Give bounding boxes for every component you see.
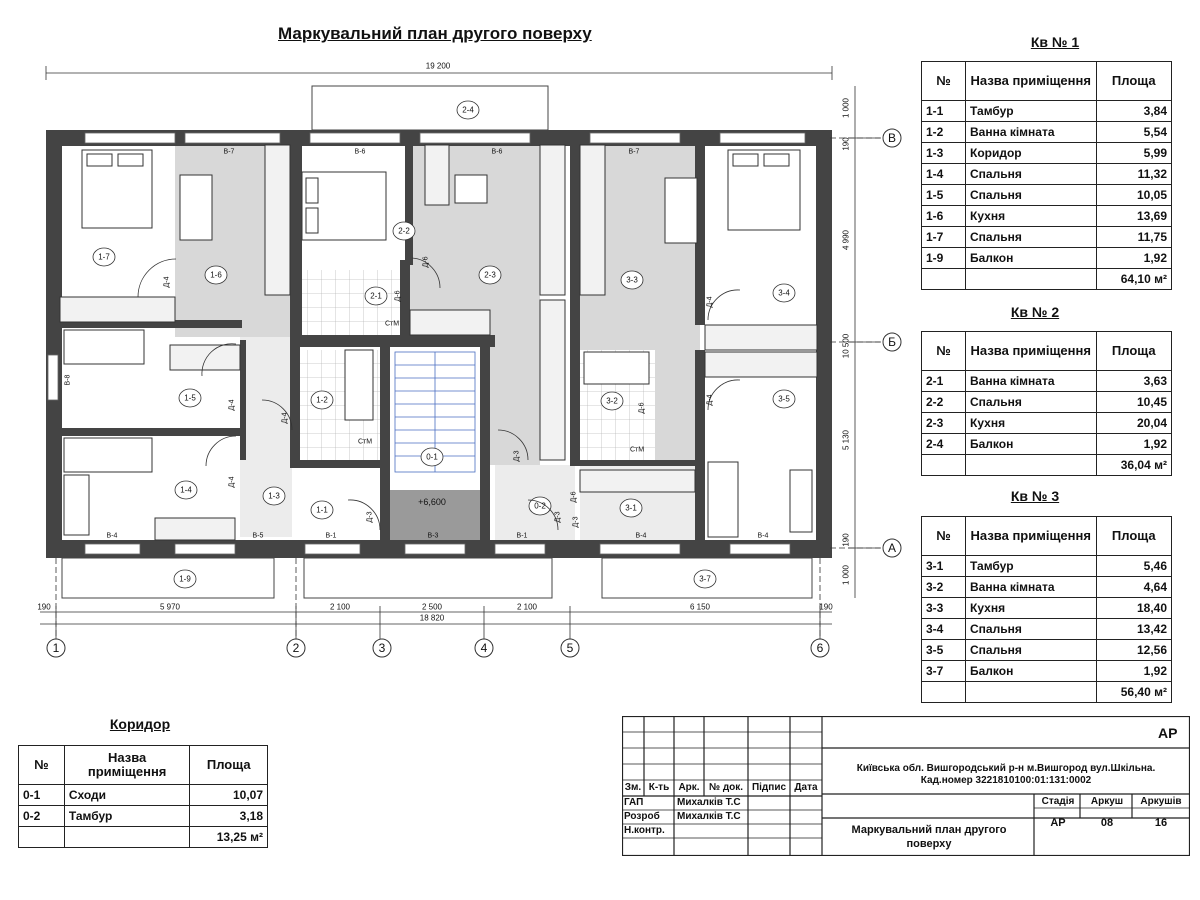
room-tag: 3-4 <box>778 288 790 298</box>
room-number: 2-1 <box>922 371 966 392</box>
table-row <box>922 640 1172 661</box>
room-name: Балкон <box>966 661 1097 682</box>
table-row <box>922 577 1172 598</box>
room-tag: 1-1 <box>316 505 328 515</box>
corridor-caption: Коридор <box>109 716 171 732</box>
door-tag: Д-6 <box>422 256 430 268</box>
table-row <box>922 101 1172 122</box>
stamp-role: ГАП <box>624 797 644 808</box>
room-number: 1-3 <box>922 143 966 164</box>
col-area-header: Площа <box>190 746 268 785</box>
total-area: 13,25 м² <box>190 827 268 848</box>
apt2-caption: Кв № 2 <box>1010 304 1060 320</box>
dimension-label: 2 100 <box>329 602 351 612</box>
stamp-column-header: Арк. <box>678 782 700 793</box>
room-number: 1-5 <box>922 185 966 206</box>
room-name: Балкон <box>966 434 1097 455</box>
room-tag: 2-1 <box>370 291 382 301</box>
apt3-table <box>921 516 1172 703</box>
room-name: Тамбур <box>966 556 1097 577</box>
total-row <box>19 827 268 848</box>
apt1-table <box>921 61 1172 290</box>
axis-label-column: 6 <box>816 641 824 655</box>
table-row <box>922 661 1172 682</box>
dimension-label: 1 000 <box>841 97 851 119</box>
door-tag: Д-4 <box>706 394 714 406</box>
room-area: 11,75 <box>1096 227 1171 248</box>
room-area: 13,42 <box>1096 619 1171 640</box>
room-name: Ванна кімната <box>966 122 1097 143</box>
stamp-person-name: Михалків Т.С <box>677 811 741 822</box>
table-row <box>922 164 1172 185</box>
total-row <box>922 455 1172 476</box>
room-area: 5,99 <box>1096 143 1171 164</box>
axis-label-column: 3 <box>378 641 386 655</box>
corridor-table <box>18 745 268 848</box>
room-number: 3-4 <box>922 619 966 640</box>
room-area: 13,69 <box>1096 206 1171 227</box>
dimension-label: 18 820 <box>419 613 445 623</box>
room-area: 5,54 <box>1096 122 1171 143</box>
dimension-label: 19 200 <box>425 61 451 71</box>
door-tag: Д-3 <box>366 511 374 523</box>
stamp-address-line2: Кад.номер 3221810100:01:131:0002 <box>920 775 1092 786</box>
room-tag: 2-3 <box>484 270 496 280</box>
room-tag: 0-2 <box>534 501 546 511</box>
room-number: 3-1 <box>922 556 966 577</box>
axis-label-row: В <box>887 131 897 145</box>
room-area: 18,40 <box>1096 598 1171 619</box>
room-area: 1,92 <box>1096 434 1171 455</box>
door-tag: Д-4 <box>228 399 236 411</box>
total-area: 64,10 м² <box>1096 269 1171 290</box>
window-tag: В-6 <box>354 148 366 156</box>
room-area: 3,63 <box>1096 371 1171 392</box>
drawing-title-line1: Маркувальний план другого <box>851 824 1007 836</box>
room-name: Спальня <box>966 619 1097 640</box>
stamp-person-name: Михалків Т.С <box>677 797 741 808</box>
window-tag: В-3 <box>427 532 439 540</box>
window-tag: В-4 <box>106 532 118 540</box>
table-row <box>922 248 1172 269</box>
col-name-header: Назва приміщення <box>966 517 1097 556</box>
table-row <box>19 785 268 806</box>
room-number: 2-3 <box>922 413 966 434</box>
room-number: 3-5 <box>922 640 966 661</box>
dimension-label: 190 <box>841 533 851 547</box>
drawing-title-line2: поверху <box>906 838 952 850</box>
room-area: 10,45 <box>1096 392 1171 413</box>
room-area: 1,92 <box>1096 661 1171 682</box>
room-area: 20,04 <box>1096 413 1171 434</box>
room-name: Кухня <box>966 206 1097 227</box>
room-tag: 1-5 <box>184 393 196 403</box>
window-tag: В-1 <box>516 532 528 540</box>
sheets-label: Аркушів <box>1140 796 1182 807</box>
room-number: 0-2 <box>19 806 65 827</box>
room-area: 10,07 <box>190 785 268 806</box>
door-tag: Д-4 <box>228 476 236 488</box>
room-tag: 1-4 <box>180 485 192 495</box>
axis-label-row: А <box>887 541 897 555</box>
apt2-table <box>921 331 1172 476</box>
room-tag: 3-2 <box>606 396 618 406</box>
door-tag: Д-6 <box>394 290 402 302</box>
col-num-header: № <box>922 332 966 371</box>
room-area: 4,64 <box>1096 577 1171 598</box>
col-area-header: Площа <box>1096 332 1171 371</box>
table-row <box>922 392 1172 413</box>
room-area: 5,46 <box>1096 556 1171 577</box>
room-tag: 3-1 <box>625 503 637 513</box>
table-row <box>922 371 1172 392</box>
room-name: Тамбур <box>966 101 1097 122</box>
dimension-label: 190 <box>841 137 851 151</box>
total-area: 36,04 м² <box>1096 455 1171 476</box>
table-row <box>922 185 1172 206</box>
room-tag: 1-9 <box>179 574 191 584</box>
dimension-label: 1 000 <box>841 564 851 586</box>
table-row <box>922 143 1172 164</box>
dimension-label: 190 <box>819 602 833 612</box>
axis-label-row: Б <box>888 335 896 349</box>
utility-label: СтМ <box>384 320 400 328</box>
dimension-label: 10 500 <box>841 333 851 359</box>
room-number: 1-1 <box>922 101 966 122</box>
stamp-column-header: № док. <box>708 782 744 793</box>
room-name: Ванна кімната <box>966 577 1097 598</box>
window-tag: В-8 <box>64 374 72 386</box>
stamp-column-header: Підпис <box>751 782 787 793</box>
total-area: 56,40 м² <box>1096 682 1171 703</box>
room-name: Спальня <box>966 392 1097 413</box>
axis-label-column: 2 <box>292 641 300 655</box>
dimension-label: 6 150 <box>689 602 711 612</box>
room-tag: 2-2 <box>398 226 410 236</box>
room-name: Балкон <box>966 248 1097 269</box>
door-tag: Д-4 <box>706 296 714 308</box>
room-area: 3,18 <box>190 806 268 827</box>
col-num-header: № <box>922 517 966 556</box>
window-tag: В-4 <box>635 532 647 540</box>
sheet-label: Аркуш <box>1090 796 1124 807</box>
axis-label-column: 1 <box>52 641 60 655</box>
room-name: Ванна кімната <box>966 371 1097 392</box>
apt1-caption: Кв № 1 <box>1030 34 1080 50</box>
door-tag: Д-6 <box>638 402 646 414</box>
door-tag: Д-3 <box>572 516 580 528</box>
utility-label: СтМ <box>629 446 645 454</box>
window-tag: В-5 <box>252 532 264 540</box>
stamp-column-header: Дата <box>794 782 818 793</box>
room-tag: 1-3 <box>268 491 280 501</box>
room-tag: 3-7 <box>699 574 711 584</box>
room-number: 3-2 <box>922 577 966 598</box>
title-block <box>622 716 1190 856</box>
plan-title: Маркувальний план другого поверху <box>278 24 592 43</box>
room-area: 11,32 <box>1096 164 1171 185</box>
stage-label: Стадія <box>1041 796 1075 807</box>
room-number: 2-4 <box>922 434 966 455</box>
dimension-label: 4 990 <box>841 229 851 251</box>
room-name: Кухня <box>966 598 1097 619</box>
room-number: 2-2 <box>922 392 966 413</box>
room-name: Кухня <box>966 413 1097 434</box>
room-number: 1-9 <box>922 248 966 269</box>
col-num-header: № <box>922 62 966 101</box>
window-tag: В-7 <box>223 148 235 156</box>
door-tag: Д-4 <box>163 276 171 288</box>
table-row <box>922 413 1172 434</box>
window-tag: В-6 <box>491 148 503 156</box>
col-name-header: Назва приміщення <box>966 62 1097 101</box>
table-row <box>19 806 268 827</box>
axis-label-column: 5 <box>566 641 574 655</box>
room-area: 10,05 <box>1096 185 1171 206</box>
table-row <box>922 206 1172 227</box>
sheets-value: 16 <box>1154 817 1168 829</box>
room-name: Спальня <box>966 227 1097 248</box>
table-row <box>922 434 1172 455</box>
room-number: 0-1 <box>19 785 65 806</box>
room-number: 1-6 <box>922 206 966 227</box>
door-tag: Д-3 <box>554 511 562 523</box>
apt3-caption: Кв № 3 <box>1010 488 1060 504</box>
room-name: Спальня <box>966 164 1097 185</box>
room-tag: 1-2 <box>316 395 328 405</box>
window-tag: В-7 <box>628 148 640 156</box>
col-area-header: Площа <box>1096 62 1171 101</box>
door-tag: Д-4 <box>281 412 289 424</box>
room-number: 1-4 <box>922 164 966 185</box>
col-name-header: Назва приміщення <box>64 746 190 785</box>
room-name: Сходи <box>64 785 190 806</box>
room-number: 3-7 <box>922 661 966 682</box>
dimension-label: 5 970 <box>159 602 181 612</box>
room-name: Спальня <box>966 185 1097 206</box>
table-row <box>922 227 1172 248</box>
stamp-column-header: Зм. <box>624 782 642 793</box>
room-number: 1-2 <box>922 122 966 143</box>
table-row <box>922 556 1172 577</box>
dimension-label: 190 <box>37 602 51 612</box>
stage-value: АР <box>1050 817 1066 829</box>
dimension-label: 5 130 <box>841 429 851 451</box>
window-tag: В-4 <box>757 532 769 540</box>
room-name: Коридор <box>966 143 1097 164</box>
room-area: 3,84 <box>1096 101 1171 122</box>
room-tag: 2-4 <box>462 105 474 115</box>
room-number: 1-7 <box>922 227 966 248</box>
total-row <box>922 682 1172 703</box>
col-num-header: № <box>19 746 65 785</box>
table-row <box>922 619 1172 640</box>
stamp-role: Розроб <box>624 811 660 822</box>
stamp-role: Н.контр. <box>624 825 665 836</box>
dimension-label: 2 500 <box>421 602 443 612</box>
room-number: 3-3 <box>922 598 966 619</box>
window-tag: В-1 <box>325 532 337 540</box>
table-row <box>922 122 1172 143</box>
door-tag: Д-6 <box>570 491 578 503</box>
room-name: Тамбур <box>64 806 190 827</box>
dimension-label: 2 100 <box>516 602 538 612</box>
axis-label-column: 4 <box>480 641 488 655</box>
total-row <box>922 269 1172 290</box>
utility-label: СтМ <box>357 438 373 446</box>
room-tag: 1-7 <box>98 252 110 262</box>
room-name: Спальня <box>966 640 1097 661</box>
room-tag: 3-3 <box>626 275 638 285</box>
stamp-column-header: К-ть <box>648 782 670 793</box>
sheet-value: 08 <box>1100 817 1114 829</box>
col-area-header: Площа <box>1096 517 1171 556</box>
room-area: 1,92 <box>1096 248 1171 269</box>
room-tag: 3-5 <box>778 394 790 404</box>
level-mark: +6,600 <box>418 497 446 507</box>
col-name-header: Назва приміщення <box>966 332 1097 371</box>
room-tag: 1-6 <box>210 270 222 280</box>
room-tag: 0-1 <box>426 452 438 462</box>
table-row <box>922 598 1172 619</box>
door-tag: Д-3 <box>513 450 521 462</box>
room-area: 12,56 <box>1096 640 1171 661</box>
stamp-code: АР <box>1158 725 1178 741</box>
stamp-address-line1: Київська обл. Вишгородський р-н м.Вишгород вул.Шкільна. <box>856 763 1156 774</box>
